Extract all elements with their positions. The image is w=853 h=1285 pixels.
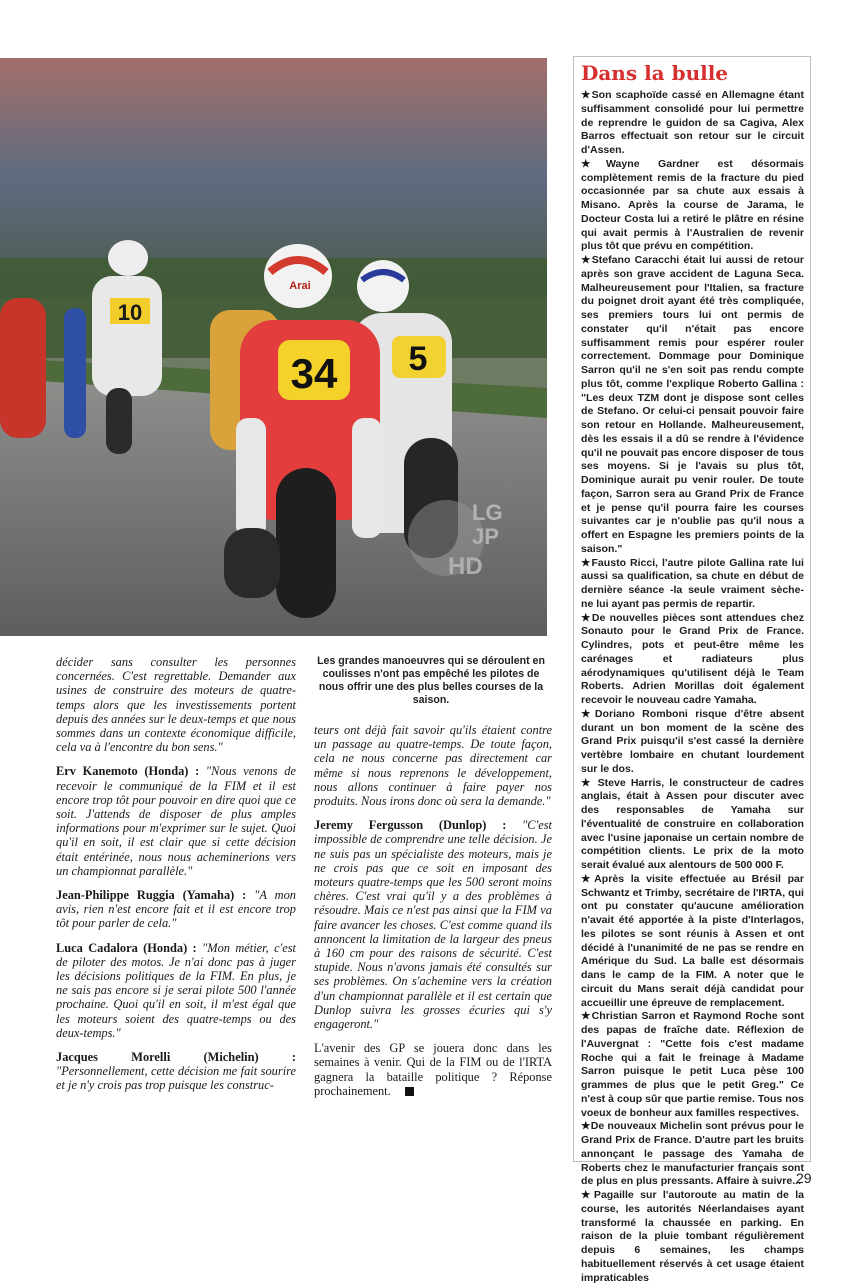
sidebar-item: ★Stefano Caracchi était lui aussi de retour après son grave accident de Laguna Seca. Malheureusement pour l'Italien, sa fracture du poignet droit ayant été très compliquée, ses premiers tours lui ont permis de constater qu'il n'était pas encore suffisamment remis pour espérer rouler correctement. Dommage pour Dominique Sarron qu'il ne s'en soit pas rendu compte plus tôt, comme l'explique Roberto Gallina : "Les deux TZM dont je dispose sont celles de Stefano. Or celui-ci pensait pouvoir faire son retour en Hollande. Malheureusement, dès les essais il a dû se rendre à l'évidence qu'il ne pouvait pas encore disposer de tous ses moyens. Si je l'avais su plus tôt, Dominique aurait pu venir rouler. De toute façon, Sarron sera au Grand Prix de France et je pense qu'il pourra faire les courses suivantes car je n'oublie pas qu'il nous a offert en Espagne les premiers points de la saison." (581, 254, 804, 555)
sidebar-item: ★Fausto Ricci, l'autre pilote Gallina rate lui aussi sa qualification, sa chute en début de dernière séance -la seule vraiment sèche- ne lui ayant pas permis de repartir. (581, 556, 804, 610)
sidebar-item: ★De nouvelles pièces sont attendues chez Sonauto pour le Grand Prix de France. Cylindres, pots et peut-être même les carénages et radiateurs plus aérodynamiques qu'utilisent déjà le Team Roberts. Adrien Morillas doit également recevoir le nouveau cadre Yamaha. (581, 611, 804, 706)
helmet-logo: Arai (289, 280, 311, 292)
race-number-34: 34 (290, 350, 338, 397)
star-icon: ★ (581, 157, 606, 170)
svg-text:JP: JP (472, 524, 499, 549)
article-column-1 (56, 655, 296, 1103)
article-column-2 (314, 723, 552, 1108)
sidebar-item: ★Wayne Gardner est désormais complètement remis de la fracture du pied occasionnée par sa chute aux essais à Misano. Après la course de Jarama, le Docteur Costa lui a retiré le plâtre en résine qui avait permis à l'Australien de revenir plus tôt que prévu en compétition. (581, 157, 804, 253)
sidebar-item: ★Son scaphoïde cassé en Allemagne étant suffisamment consolidé pour lui permettre de reprendre le guidon de sa Cagiva, Alex Barros effectuait son retour sur le circuit d'Assen. (581, 89, 804, 156)
race-number-10: 10 (117, 300, 143, 325)
race-number-5: 5 (408, 340, 428, 378)
star-icon: ★ (581, 254, 592, 266)
sidebar-item: ★Après la visite effectuée au Brésil par Schwantz et Trimby, secrétaire de l'IRTA, qui ont pu constater qu'aucune amélioration n'avait été apportée à la piste d'Interlagos, les pilotes se sont réunis à Assen et ont décidé à l'unanimité de ne pas se rendre en Amérique du Sud. La balle est désormais dans le camp de la FIM. A noter que le circuit du Mans serait déjà candidat pour accueillir une épreuve de remplacement. (581, 872, 804, 1009)
speaker-name: Erv Kanemoto (Honda) : (56, 764, 200, 779)
star-icon: ★ (581, 1120, 591, 1133)
speaker-name: Jeremy Fergusson (Dunlop) : (314, 818, 507, 833)
article-paragraph: Jeremy Fergusson (Dunlop) : "C'est impossible de comprendre une telle décision. Je ne suis pas un spécialiste des moteurs, mais je ne crois pas que ce soit en imposant des moteurs quatre-temps que les 500 seront moins chères. C'est vrai qu'il y a des problèmes à résoudre. Mais ce n'est pas ainsi que la FIM va faire avancer les choses. C'est comme quand ils annoncent la limitation de la largeur des pneus à 160 cm pour des raisons de sécurité. C'est stupide. Nous n'avons jamais été consultés sur ses problèmes. On s'achemine vers la création d'un championnat parallèle et il est certain que Dunlop suivra les grosses écuries qui s'y engageront." (314, 818, 552, 1032)
race-photo (0, 58, 547, 636)
star-icon: ★ (581, 1189, 594, 1201)
article-paragraph: Luca Cadalora (Honda) : "Mon métier, c'est de piloter des motos. Je n'ai donc pas à juger les décisions politiques de la FIM. En plus, je ne sais pas encore si je serai pilote 500 l'année prochaine. Quoi qu'il en soit, il m'est égal que les moteurs soient des quatre-temps ou des deux-temps." (56, 940, 296, 1040)
star-icon: ★ (581, 556, 592, 569)
star-icon: ★ (581, 89, 592, 101)
closing-paragraph: L'avenir des GP se jouera donc dans les semaines à venir. Qui de la FIM ou de l'IRTA gagnera la bataille politique ? Réponse prochainement. (314, 1041, 552, 1098)
sidebar-item: ★Christian Sarron et Raymond Roche sont des papas de fraîche date. Réflexion de l'Auvergnat : "Cette fois c'est madame Roche qui a fait le freinage à Madame Sarron puisque le petit Luca pèse 100 grammes de plus que le petit Greg." Ce n'est à coup sûr que partie remise. Tous nos voeux de bonheur aux familles respectives. (581, 1010, 804, 1119)
sidebar-item: ★De nouveaux Michelin sont prévus pour le Grand Prix de France. D'autre part les bruits annonçant le passage des Yamaha de Roberts chez le manufacturier français sont de plus en plus pressants. Affaire à suivre... (581, 1120, 804, 1188)
sidebar-item: ★Doriano Romboni risque d'être absent durant un bon moment de la scène des Grand Prix puisqu'il s'est cassé la dernière vertèbre lombaire en chutant lourdement sur le dos. (581, 707, 804, 775)
sidebar-item: ★Pagaille sur l'autoroute au matin de la course, les autorités Néerlandaises ayant transformé la chaussée en parking. En raison de la pluie tombant régulièrement depuis 6 semaines, les champs habituellement réservés à cet usage étaient impraticables (581, 1189, 804, 1284)
sidebar-item: ★ Steve Harris, le constructeur de cadres anglais, était à Assen pour discuter avec des responsables de Yamaha sur l'éventualité de construire en collaboration avec l'usine japonaise un certain nombre de compétition clients. Le prix de la moto serait évalué aux alentours de 500 000 F. (581, 776, 804, 871)
end-mark-icon (405, 1087, 414, 1096)
photo-caption: Les grandes manoeuvres qui se déroulent en coulisses n'ont pas empêché les pilotes de nous offrir une des plus belles courses de la saison. (317, 655, 545, 706)
svg-text:LG: LG (472, 500, 503, 525)
article-paragraph: Erv Kanemoto (Honda) : "Nous venons de recevoir le communiqué de la FIM et il est encore trop tôt pour pouvoir en dire quoi que ce soit. J'attends de disposer de plus amples informations pour m'exprimer sur le sujet. Quoi qu'il en soit, il est clair que si cette décision était entérinée, nous nous acheminerions vers un championnat parallèle." (56, 764, 296, 878)
speaker-name: Luca Cadalora (Honda) : (56, 940, 197, 955)
speaker-name: Jean-Philippe Ruggia (Yamaha) : (56, 888, 247, 903)
star-icon: ★ (581, 707, 595, 720)
star-icon: ★ (581, 776, 598, 789)
page-number: 29 (796, 1170, 812, 1186)
star-icon: ★ (581, 611, 592, 624)
sidebar-title: Dans la bulle (581, 61, 729, 85)
article-paragraph: décider sans consulter les personnes concernées. C'est regrettable. Demander aux usines de construire des moteurs de quatre-temps alors que les investissements portent depuis des années sur le deux-temps et que nous sommes dans un contexte économique difficile, cela va à l'encontre du bon sens." (56, 655, 296, 755)
svg-text:HD: HD (448, 553, 483, 580)
star-icon: ★ (581, 872, 595, 885)
article-paragraph: Jean-Philippe Ruggia (Yamaha) : "A mon avis, rien n'est encore fait et il est encore trop tôt pour parler de cela." (56, 888, 297, 931)
article-paragraph: Jacques Morelli (Michelin) : "Personnellement, cette décision me fait sourire et je n'y crois pas trop puisque les construc- (56, 1050, 296, 1093)
star-icon: ★ (581, 1010, 592, 1023)
article-paragraph: teurs ont déjà fait savoir qu'ils étaient contre un passage au quatre-temps. De toute façon, cela ne nous concerne pas directement car même si nous reprenons le développement, nous allons continuer à faire payer nos produits. Nous irons donc où sera la demande." (314, 723, 552, 809)
speaker-name: Jacques Morelli (Michelin) : (56, 1050, 296, 1065)
